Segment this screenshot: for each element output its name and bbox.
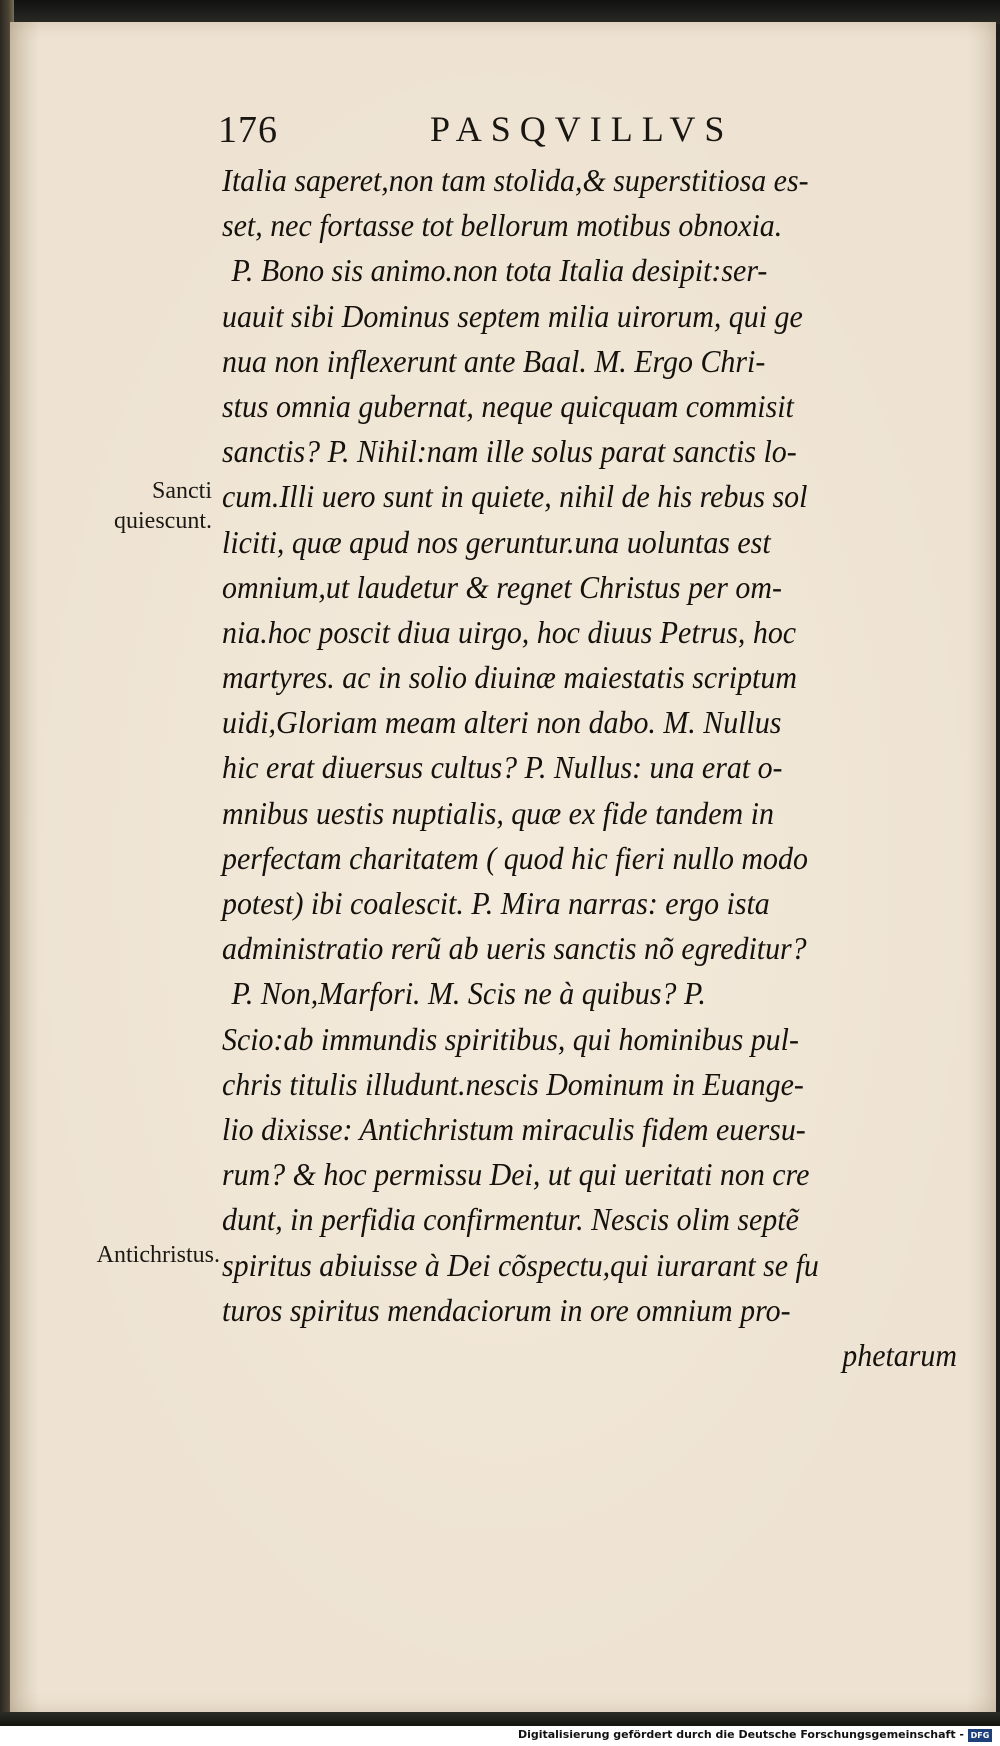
text-line: dunt, in perfidia confirmentur. Nescis olim septẽ [222,1202,799,1238]
text-line: rum? & hoc permissu Dei, ut qui ueritati non cre [222,1157,810,1193]
text-line: stus omnia gubernat, neque quicquam commisit [222,388,794,424]
catchword: phetarum [842,1337,957,1373]
text-line: martyres. ac in solio diuinæ maiestatis scriptum [222,660,797,696]
scan-top-edge [0,0,1000,24]
page-header [218,108,818,154]
footer-bar [0,1726,1000,1746]
text-line: sanctis? P. Nihil:nam ille solus parat sanctis lo- [222,434,797,470]
text-line: omnium,ut laudetur & regnet Christus per om- [222,569,782,605]
text-line: set, nec fortasse tot bellorum motibus obnoxia. [222,208,783,244]
text-line: chris titulis illudunt.nescis Dominum in Euange- [222,1066,804,1102]
text-line: Scio:ab immundis spiritibus, qui hominibus pul- [222,1021,799,1057]
text-line: nia.hoc poscit diua uirgo, hoc diuus Petrus, hoc [222,614,797,650]
text-line: hic erat diuersus cultus? P. Nullus: una erat o- [222,750,783,786]
text-line: cum.Illi uero sunt in quiete, nihil de his rebus sol [222,479,808,515]
margin-note-line: Sancti [152,478,212,504]
text-line: lio dixisse: Antichristum miraculis fidem euersu- [222,1111,806,1147]
text-line: P. Non,Marfori. M. Scis ne à quibus? P. [231,976,706,1012]
page-number: 176 [218,109,278,151]
running-title: PASQVILLVS [430,109,734,149]
text-line: uauit sibi Dominus septem milia uirorum, qui ge [222,298,803,334]
dfg-logo-icon: DFG [968,1729,992,1742]
text-line: P. Bono sis animo.non tota Italia desipit:ser- [231,253,768,289]
margin-note-sancti-quiescunt [60,476,212,536]
text-line: nua non inflexerunt ante Baal. M. Ergo Chri- [222,343,766,379]
margin-note-antichristus: Antichristus. [96,1242,220,1268]
text-line: potest) ibi coalescit. P. Mira narras: ergo ista [222,886,770,921]
body-text [222,158,957,1378]
text-line: spiritus abiuisse à Dei cõspectu,qui iurarant se fu [222,1247,819,1283]
text-line: administratio rerũ ab ueris sanctis nõ egreditur? [222,931,807,967]
margin-note-line: quiescunt. [114,508,212,534]
text-line: uidi,Gloriam meam alteri non dabo. M. Nullus [222,705,782,741]
text-line: turos spiritus mendaciorum in ore omnium pro- [222,1292,791,1328]
footer-credit: Digitalisierung gefördert durch die Deutsche Forschungsgemeinschaft - [517,1728,964,1741]
text-line: Italia saperet,non tam stolida,& superstitiosa es- [222,163,809,198]
scan-bottom-edge [0,1712,1000,1726]
text-line: mnibus uestis nuptialis, quæ ex fide tandem in [222,795,774,831]
text-line: liciti, quæ apud nos geruntur.una uoluntas est [222,524,771,560]
text-line: perfectam charitatem ( quod hic fieri nullo modo [222,840,808,876]
